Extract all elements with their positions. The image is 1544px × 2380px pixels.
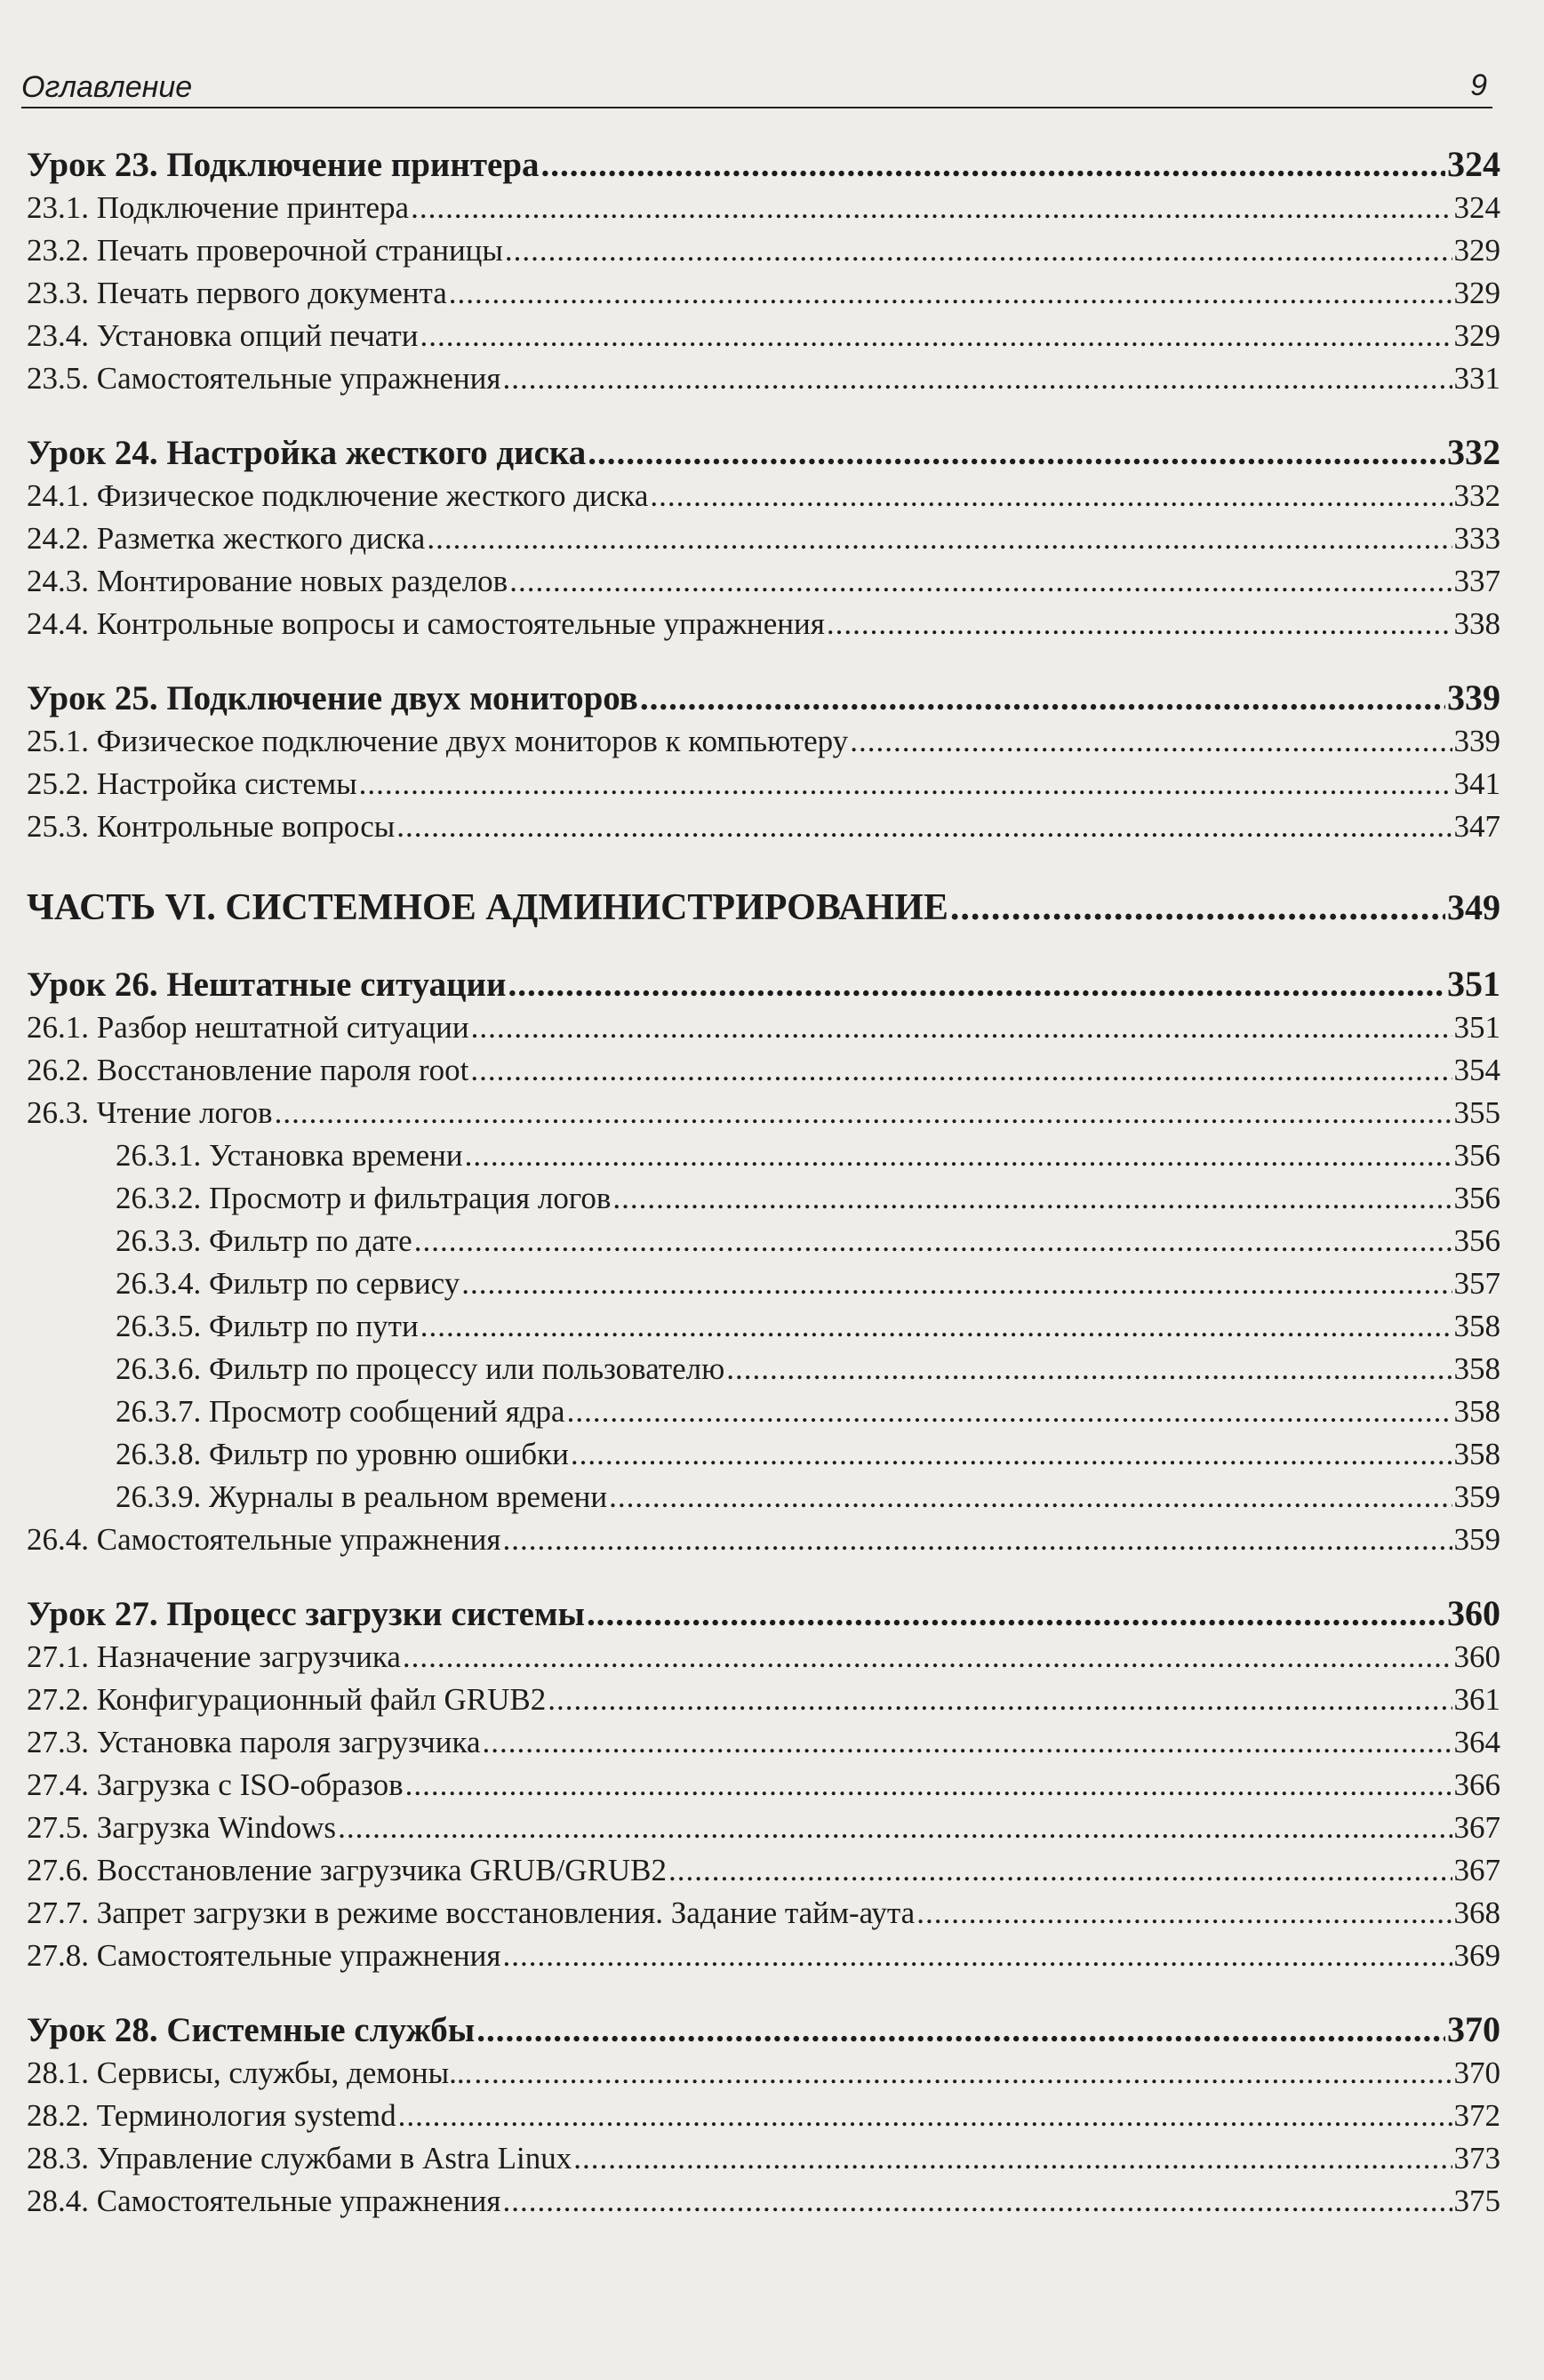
toc-entry-page: 359 xyxy=(1453,1522,1500,1557)
toc-entry-label: 26.4. Самостоятельные упражнения xyxy=(27,1522,501,1557)
toc-entry-page: 356 xyxy=(1453,1223,1500,1258)
toc-entry-label: ЧАСТЬ VI. СИСТЕМНОЕ АДМИНИСТРИРОВАНИЕ xyxy=(27,887,948,928)
toc-entry xyxy=(27,1892,1500,1935)
dot-leader xyxy=(503,2180,1452,2223)
toc-entry-page: 329 xyxy=(1453,276,1500,310)
toc-entry-label: 28.2. Терминология systemd xyxy=(27,2098,396,2133)
toc-entry-label: 26.3.7. Просмотр сообщений ядра xyxy=(116,1394,565,1429)
toc-entry-label: 28.4. Самостоятельные упражнения xyxy=(27,2184,501,2218)
dot-leader xyxy=(338,1807,1452,1849)
toc-entry-label: 27.6. Восстановление загрузчика GRUB/GRUB2 xyxy=(27,1853,668,1887)
toc-entry-label: 24.3. Монтирование новых разделов xyxy=(27,564,508,598)
toc-entry-page: 373 xyxy=(1453,2141,1500,2176)
toc-entry xyxy=(27,1220,1500,1262)
toc-entry-page: 333 xyxy=(1453,521,1500,556)
toc-entry xyxy=(27,187,1500,229)
dot-leader xyxy=(916,1892,1452,1935)
dot-leader xyxy=(827,603,1452,645)
dot-leader xyxy=(668,1849,1452,1892)
toc-entry xyxy=(27,1390,1500,1433)
dot-leader xyxy=(405,1764,1452,1807)
toc-entry-page: 331 xyxy=(1453,361,1500,396)
toc-entry-page: 356 xyxy=(1453,1181,1500,1215)
toc-entry xyxy=(27,2095,1500,2137)
toc-part-entry xyxy=(27,884,1500,932)
dot-leader xyxy=(850,720,1452,763)
toc-entry xyxy=(27,1935,1500,1977)
toc-entry-label: Урок 26. Нештатные ситуации xyxy=(27,966,507,1004)
toc-entry xyxy=(27,1764,1500,1807)
dot-leader xyxy=(503,357,1452,400)
toc-lesson-entry xyxy=(27,676,1500,720)
toc-entry-label: 26.2. Восстановление пароля root xyxy=(27,1053,469,1087)
toc-lesson-entry xyxy=(27,142,1500,187)
toc-entry xyxy=(27,1177,1500,1220)
toc-entry-page: 355 xyxy=(1453,1095,1500,1130)
toc-entry-label: 27.7. Запрет загрузки в режиме восстановления. Задание тайм-аута xyxy=(27,1895,916,1930)
toc-entry-label: 26.1. Разбор нештатной ситуации xyxy=(27,1010,469,1045)
toc-entry-page: 358 xyxy=(1453,1351,1500,1386)
toc-entry xyxy=(27,1262,1500,1305)
toc-entry-label: 23.3. Печать первого документа xyxy=(27,276,447,310)
dot-leader xyxy=(573,2137,1452,2180)
dot-leader xyxy=(612,1177,1452,1220)
toc-entry-label: 23.2. Печать проверочной страницы xyxy=(27,233,503,268)
toc-entry-page: 360 xyxy=(1453,1639,1500,1674)
toc-entry-page: 360 xyxy=(1447,1593,1500,1633)
toc-entry-page: 339 xyxy=(1453,724,1500,758)
toc-entry-page: 358 xyxy=(1453,1394,1500,1429)
toc-entry xyxy=(27,603,1500,645)
toc-entry-page: 359 xyxy=(1453,1479,1500,1514)
toc-entry-page: 366 xyxy=(1453,1767,1500,1802)
toc-entry-page: 370 xyxy=(1453,2055,1500,2090)
toc-entry xyxy=(27,1049,1500,1092)
toc-entry xyxy=(27,2180,1500,2223)
dot-leader xyxy=(420,1305,1452,1348)
toc-entry-label: Урок 28. Системные службы xyxy=(27,2011,476,2049)
dot-leader xyxy=(509,560,1452,603)
dot-leader xyxy=(588,431,1445,476)
dot-leader xyxy=(482,1721,1452,1764)
toc-entry-page: 339 xyxy=(1447,677,1500,717)
toc-entry-page: 349 xyxy=(1447,887,1500,927)
running-head-title: Оглавление xyxy=(21,70,193,104)
dot-leader xyxy=(503,1519,1452,1561)
dot-leader xyxy=(726,1348,1452,1390)
toc-entry xyxy=(27,315,1500,357)
dot-leader xyxy=(427,517,1452,560)
toc-entry-label: 23.5. Самостоятельные упражнения xyxy=(27,361,501,396)
toc-entry xyxy=(27,2137,1500,2180)
toc-lesson-entry xyxy=(27,2007,1500,2052)
toc-entry xyxy=(27,357,1500,400)
toc-entry-label: 24.2. Разметка жесткого диска xyxy=(27,521,426,556)
toc-entry xyxy=(27,1092,1500,1134)
toc-entry-page: 372 xyxy=(1453,2098,1500,2133)
dot-leader xyxy=(950,884,1445,932)
dot-leader xyxy=(449,272,1452,315)
toc-entry-page: 324 xyxy=(1453,190,1500,225)
toc-entry-page: 361 xyxy=(1453,1682,1500,1717)
toc-lesson-entry xyxy=(27,430,1500,475)
toc-entry-page: 338 xyxy=(1453,606,1500,641)
toc-entry-label: 26.3.6. Фильтр по процессу или пользователю xyxy=(116,1351,725,1386)
toc-entry xyxy=(27,1134,1500,1177)
toc-entry xyxy=(27,1849,1500,1892)
toc-entry-page: 370 xyxy=(1447,2009,1500,2049)
toc-entry xyxy=(27,1721,1500,1764)
dot-leader xyxy=(587,1592,1445,1637)
toc-entry-page: 341 xyxy=(1453,766,1500,801)
toc-entry-page: 354 xyxy=(1453,1053,1500,1087)
toc-entry-page: 347 xyxy=(1453,809,1500,844)
toc-entry-label: Урок 23. Подключение принтера xyxy=(27,146,540,184)
toc-entry-label: 26.3.4. Фильтр по сервису xyxy=(116,1266,460,1301)
dot-leader xyxy=(650,475,1452,517)
toc-entry-label: 27.4. Загрузка с ISO-образов xyxy=(27,1767,404,1802)
toc-entry-label: Урок 24. Настройка жесткого диска xyxy=(27,434,587,472)
dot-leader xyxy=(503,1935,1452,1977)
toc-entry-label: 25.2. Настройка системы xyxy=(27,766,357,801)
dot-leader xyxy=(567,1390,1452,1433)
dot-leader xyxy=(411,187,1452,229)
toc-entry-label: 23.1. Подключение принтера xyxy=(27,190,410,225)
dot-leader xyxy=(461,1262,1452,1305)
toc-entry-page: 351 xyxy=(1453,1010,1500,1045)
toc-entry-page: 351 xyxy=(1447,964,1500,1004)
toc-entry xyxy=(27,517,1500,560)
toc-entry-label: 28.1. Сервисы, службы, демоны... xyxy=(27,2055,473,2090)
table-of-contents xyxy=(27,142,1500,2223)
toc-entry-label: 26.3.9. Журналы в реальном времени xyxy=(116,1479,608,1514)
toc-entry xyxy=(27,229,1500,272)
dot-leader xyxy=(359,763,1452,805)
toc-entry xyxy=(27,1433,1500,1476)
toc-entry xyxy=(27,1519,1500,1561)
dot-leader xyxy=(508,963,1446,1007)
toc-entry-label: 24.4. Контрольные вопросы и самостоятельные упражнения xyxy=(27,606,825,641)
toc-entry-label: 27.8. Самостоятельные упражнения xyxy=(27,1938,501,1973)
dot-leader xyxy=(470,1049,1452,1092)
toc-entry-page: 375 xyxy=(1453,2184,1500,2218)
toc-entry xyxy=(27,272,1500,315)
toc-entry-label: 25.3. Контрольные вопросы xyxy=(27,809,396,844)
dot-leader xyxy=(548,1679,1452,1721)
dot-leader xyxy=(505,229,1452,272)
toc-lesson-entry xyxy=(27,1591,1500,1636)
toc-entry-label: 26.3.1. Установка времени xyxy=(116,1138,463,1173)
dot-leader xyxy=(398,2095,1452,2137)
toc-entry-label: 26.3.2. Просмотр и фильтрация логов xyxy=(116,1181,612,1215)
toc-entry xyxy=(27,720,1500,763)
toc-entry-label: 25.1. Физическое подключение двух мониторов к компьютеру xyxy=(27,724,849,758)
toc-entry xyxy=(27,1006,1500,1049)
toc-entry-page: 364 xyxy=(1453,1725,1500,1759)
toc-entry-label: 23.4. Установка опций печати xyxy=(27,318,419,353)
dot-leader xyxy=(414,1220,1452,1262)
toc-entry xyxy=(27,2052,1500,2095)
dot-leader xyxy=(541,143,1445,188)
toc-lesson-entry xyxy=(27,962,1500,1006)
toc-entry-label: 27.5. Загрузка Windows xyxy=(27,1810,337,1845)
toc-entry xyxy=(27,560,1500,603)
dot-leader xyxy=(474,2052,1452,2095)
dot-leader xyxy=(476,2008,1445,2053)
dot-leader xyxy=(396,805,1452,848)
toc-entry-page: 332 xyxy=(1453,478,1500,513)
toc-entry-page: 367 xyxy=(1453,1810,1500,1845)
toc-entry xyxy=(27,1348,1500,1390)
toc-entry-page: 358 xyxy=(1453,1437,1500,1471)
toc-entry xyxy=(27,805,1500,848)
dot-leader xyxy=(420,315,1452,357)
toc-entry-label: 27.3. Установка пароля загрузчика xyxy=(27,1725,481,1759)
toc-entry xyxy=(27,763,1500,805)
toc-entry-page: 358 xyxy=(1453,1309,1500,1343)
toc-entry-page: 369 xyxy=(1453,1938,1500,1973)
toc-entry-page: 356 xyxy=(1453,1138,1500,1173)
toc-entry-label: 28.3. Управление службами в Astra Linux xyxy=(27,2141,572,2176)
toc-entry-page: 329 xyxy=(1453,233,1500,268)
toc-entry-page: 332 xyxy=(1447,432,1500,472)
dot-leader xyxy=(571,1433,1452,1476)
dot-leader xyxy=(275,1092,1452,1134)
toc-entry-label: 27.2. Конфигурационный файл GRUB2 xyxy=(27,1682,547,1717)
toc-entry xyxy=(27,1807,1500,1849)
toc-entry xyxy=(27,475,1500,517)
toc-entry-label: 26.3.3. Фильтр по дате xyxy=(116,1223,412,1258)
toc-entry-label: 26.3.5. Фильтр по пути xyxy=(116,1309,419,1343)
toc-entry xyxy=(27,1476,1500,1519)
dot-leader xyxy=(403,1636,1452,1679)
toc-entry-label: 27.1. Назначение загрузчика xyxy=(27,1639,401,1674)
toc-entry-page: 368 xyxy=(1453,1895,1500,1930)
toc-entry-page: 337 xyxy=(1453,564,1500,598)
dot-leader xyxy=(640,677,1445,721)
toc-entry-page: 357 xyxy=(1453,1266,1500,1301)
toc-entry-page: 329 xyxy=(1453,318,1500,353)
running-head xyxy=(21,62,1492,108)
page-number: 9 xyxy=(1470,68,1487,102)
toc-entry-page: 367 xyxy=(1453,1853,1500,1887)
toc-entry xyxy=(27,1305,1500,1348)
toc-entry-label: 26.3. Чтение логов xyxy=(27,1095,273,1130)
toc-entry-page: 324 xyxy=(1447,144,1500,184)
dot-leader xyxy=(471,1006,1452,1049)
toc-entry xyxy=(27,1636,1500,1679)
dot-leader xyxy=(609,1476,1452,1519)
toc-entry-label: Урок 27. Процесс загрузки системы xyxy=(27,1595,585,1633)
toc-entry xyxy=(27,1679,1500,1721)
toc-entry-label: 24.1. Физическое подключение жесткого диска xyxy=(27,478,649,513)
dot-leader xyxy=(465,1134,1452,1177)
toc-entry-label: 26.3.8. Фильтр по уровню ошибки xyxy=(116,1437,569,1471)
toc-entry-label: Урок 25. Подключение двух мониторов xyxy=(27,679,638,717)
